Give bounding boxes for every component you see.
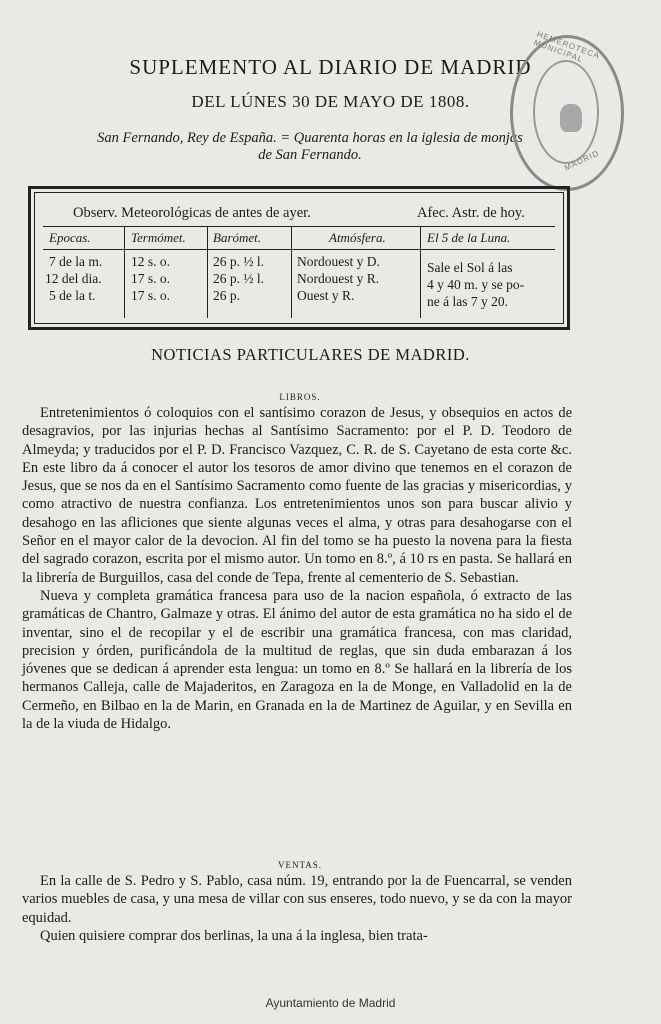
astronomical-label: Afec. Astr. de hoy. [417,205,525,221]
row-1-atmosfera: Nordouest y D. [297,254,380,269]
observations-label: Observ. Meteorológicas de antes de ayer. [73,205,311,221]
ventas-article [22,872,572,945]
ventas-paragraph-2: Quien quisiere comprar dos berlinas, la una á la inglesa, bien trata- [40,927,428,944]
crown-seal-icon [560,104,582,132]
row-2-atmosfera: Nordouest y R. [297,271,380,286]
col-header-barometro: Barómet. [213,230,262,245]
luna-line-1: Sale el Sol á las [427,260,513,275]
row-2-barometro: 26 p. ½ l. [213,271,265,286]
saint-of-day [30,130,590,164]
weather-table-inner [34,192,564,324]
col-header-atmosfera: Atmósfera. [329,230,386,245]
col-header-termometro: Termómet. [131,230,186,245]
saint-line-1: San Fernando, Rey de España. = Quarenta horas en la iglesia de monjas [97,130,523,146]
saint-line-2: de San Fernando. [258,147,362,163]
stamp-text-top: HEMEROTECA MUNICIPAL [532,29,601,65]
footer-credit: Ayuntamiento de Madrid [265,996,396,1010]
row-3-termometro: 17 s. o. [131,288,171,303]
page-date: DEL LÚNES 30 DE MAYO DE 1808. [191,92,470,111]
row-2-termometro: 17 s. o. [131,271,171,286]
section-label-ventas: VENTAS. [277,860,323,870]
row-1-barometro: 26 p. ½ l. [213,254,265,269]
libros-paragraph-1: Entretenimientos ó coloquios con el santísimo corazon de Jesus, y obsequios en actos de desagravios, por las injurias hechas al Santísimo Sacramento: por el P. D. Teodoro de Almeyda; y traducidos por el P. D. Francisco Vazquez, C. R. de S. Cayetano de esta corte &c. En este libro da á conocer el autor los tesoros de amor divino que tenemos en el corazon de Jesus, que se nos da en el Santísimo Sacramento como fuente de las gracias y misericordias, y como atractivo de nuestra confianza. Los entretenimientos unos son para buscar alivio y desahogo en las afliciones que siente algunas veces el alma, y otras para desahogarse con el Señor en el mayor calor de la devocion. Al fin del tomo se ha puesto la novena para la fiesta del sagrado corazon, escrita por el mismo autor. Un tomo en 8.º, á 10 rs en pasta. Se hallará en la librería de Burguillos, casa del conde de Tepa, frente al cementerio de S. Sebastian. [22,405,572,586]
libros-article [22,404,572,733]
row-3-epoca: 5 de la t. [49,288,96,303]
table-divider-header [43,249,555,250]
stamp-inner-ring [533,60,599,164]
page-title: SUPLEMENTO AL DIARIO DE MADRID [129,55,532,79]
col-divider-4 [420,226,421,318]
col-divider-2 [207,226,208,318]
weather-table [28,186,570,330]
luna-line-3: ne á las 7 y 20. [427,294,508,309]
col-divider-3 [291,226,292,318]
row-1-epoca: 7 de la m. [49,254,103,269]
section-title-noticias: NOTICIAS PARTICULARES DE MADRID. [151,345,470,364]
ventas-paragraph-1: En la calle de S. Pedro y S. Pablo, casa núm. 19, entrando por la de Fuencarral, se venden varios muebles de casa, y una mesa de villar con sus enseres, todo nuevo, y se da con la mayor equidad. [22,873,572,926]
row-3-atmosfera: Ouest y R. [297,288,355,303]
luna-line-2: 4 y 40 m. y se po- [427,277,525,292]
libros-paragraph-2: Nueva y completa gramática francesa para uso de la nacion española, ó extracto de las gramáticas de Chantro, Galmaze y otras. El ánimo del autor de esta gramática no ha sido el de inventar, sino el de recopilar y el de escribir una gramática francesa, con mas claridad, precision y órden, purificándola de la multitud de reglas, que sin duda embarazan á los jóvenes que se dedican á aprender esta lengua: un tomo en 8.º Se hallará en la librería de los hermanos Calleja, calle de Majaderitos, en Zaragoza en la de Monge, en Valladolid en la de Cermeño, en Bilbao en la de Marin, en Granada en la de Martinez de Aguilar, y en Sevilla en la de la viuda de Hidalgo. [22,587,572,733]
row-2-epoca: 12 del dia. [45,271,102,286]
table-divider-top [43,226,555,227]
section-label-libros: LIBROS. [279,392,321,402]
col-header-epocas: Epocas. [49,230,91,245]
library-stamp [510,29,624,191]
col-header-luna: El 5 de la Luna. [427,230,511,245]
stamp-text-bottom: MADRID [562,148,601,173]
row-1-termometro: 12 s. o. [131,254,171,269]
row-3-barometro: 26 p. [213,288,240,303]
col-divider-1 [124,226,125,318]
